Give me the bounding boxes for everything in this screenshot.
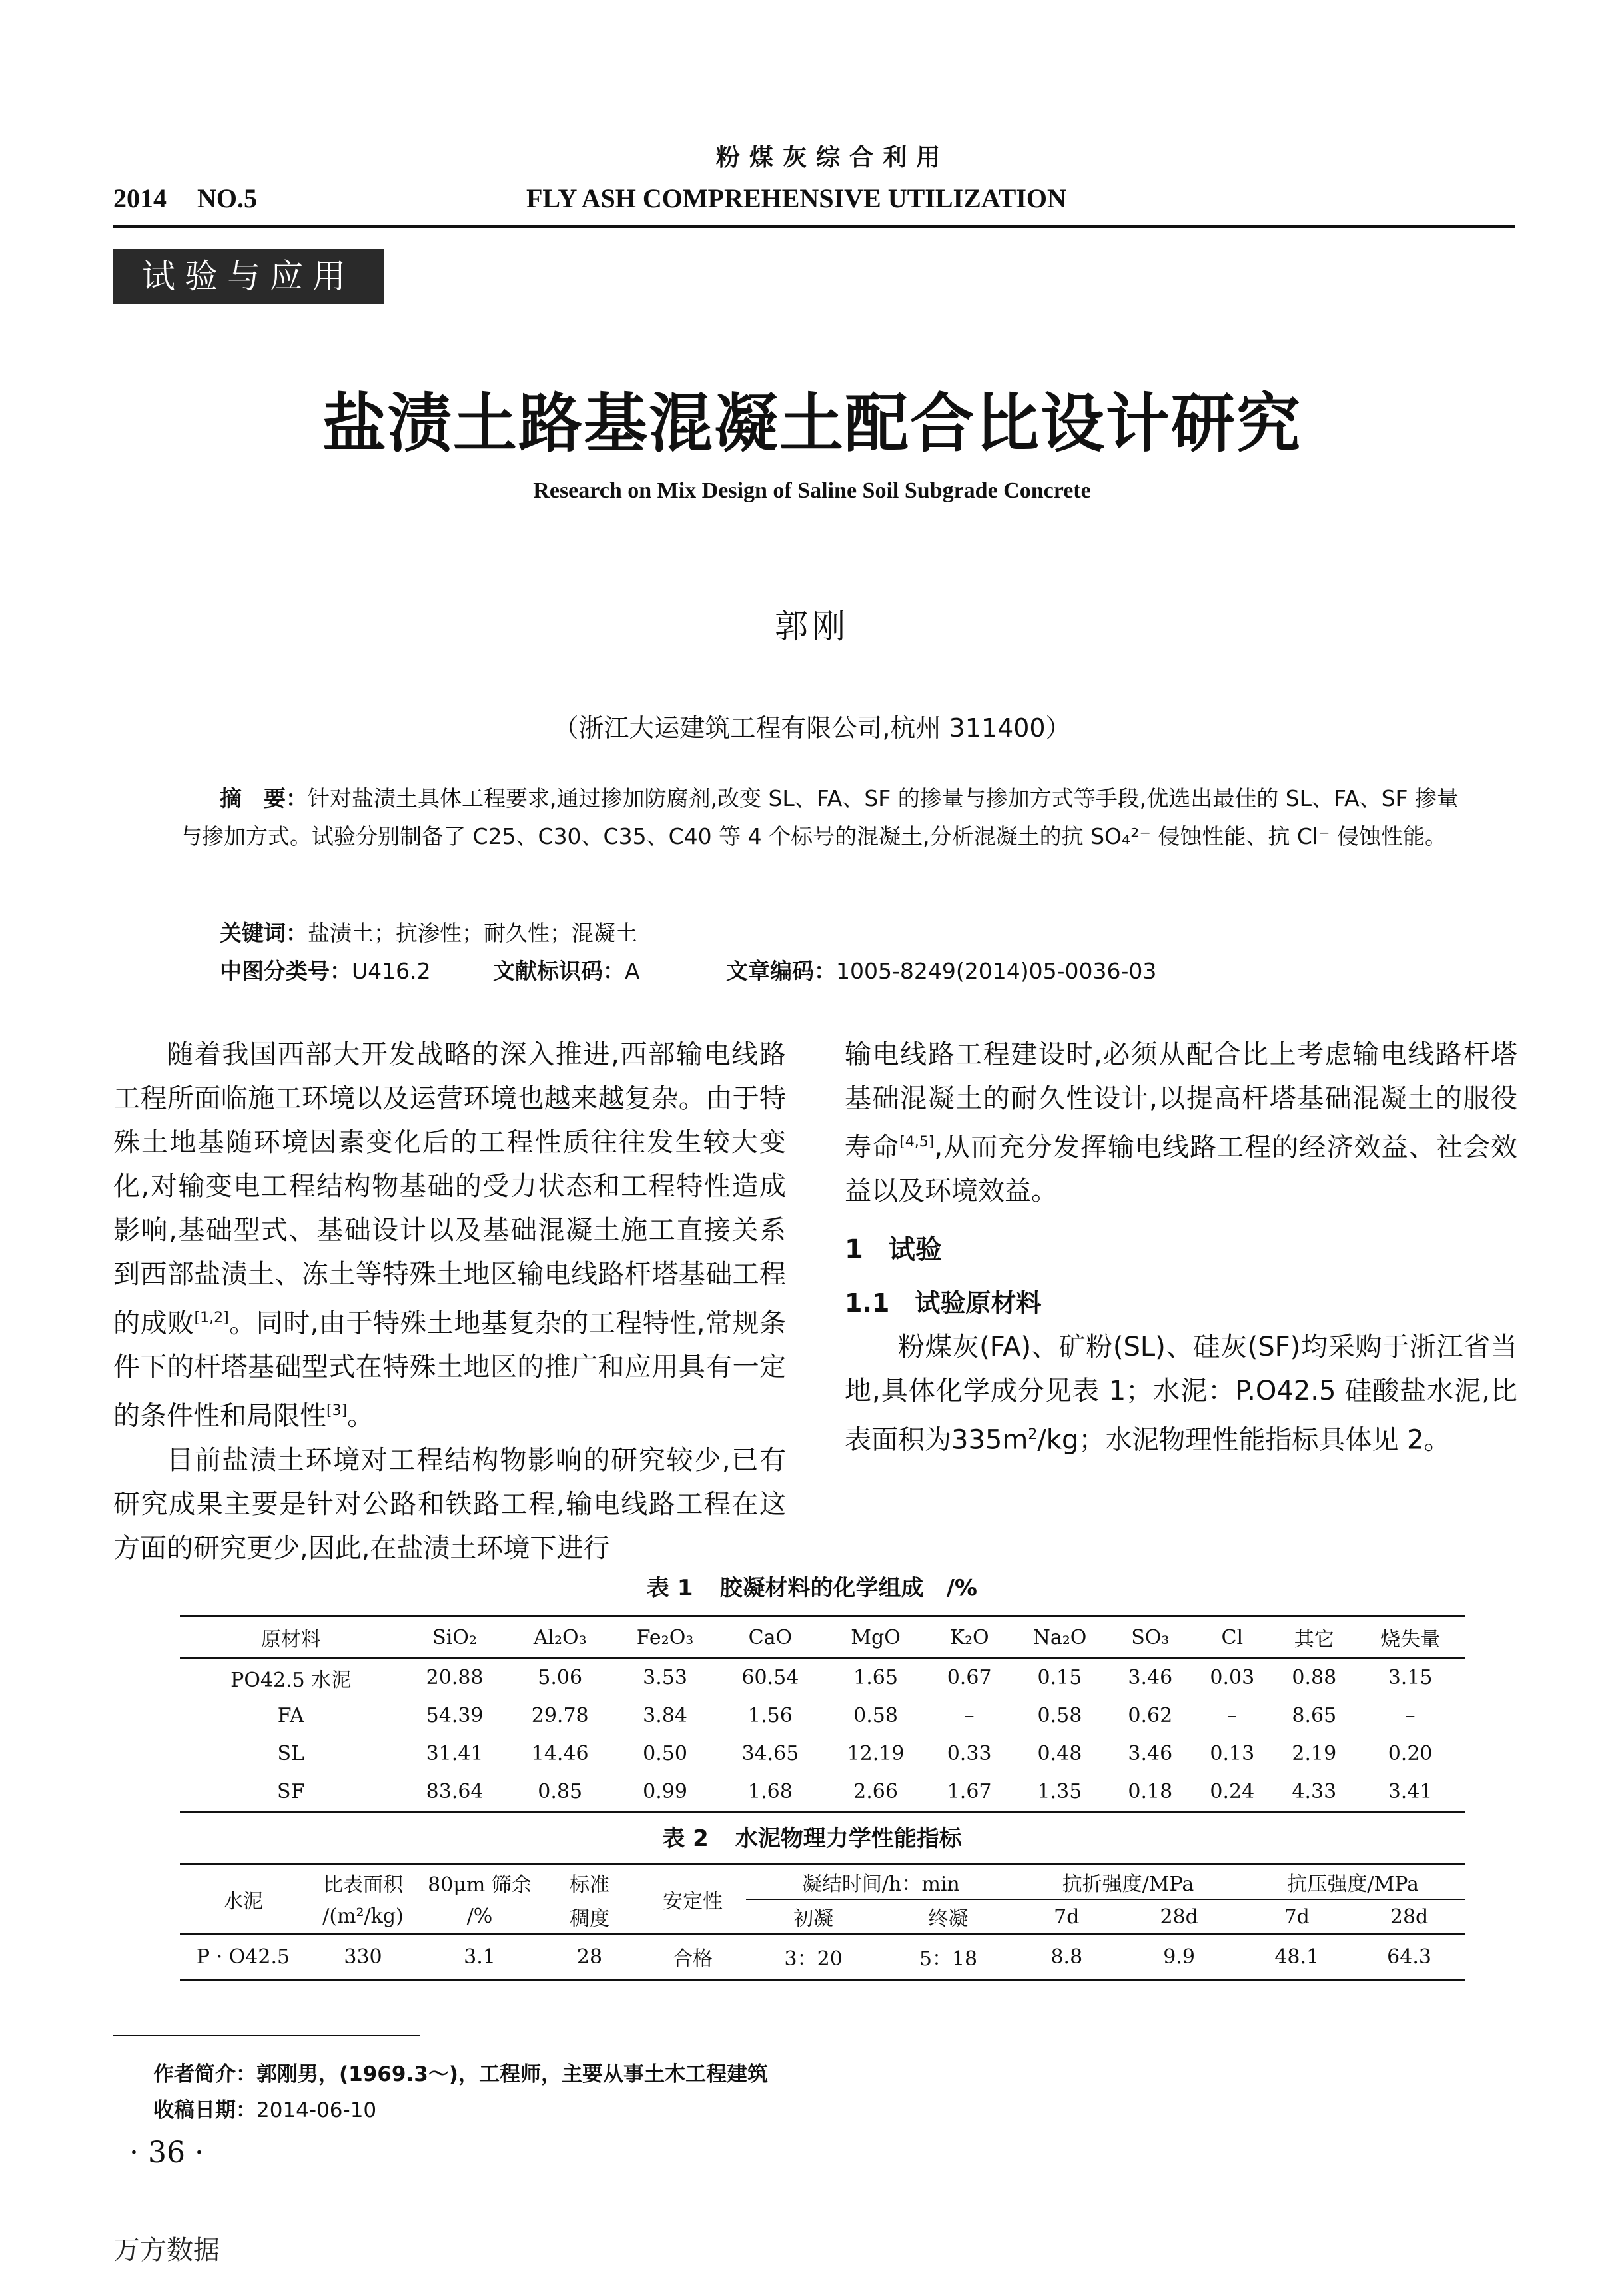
table2-cell: P · O42.5 — [196, 1945, 290, 1969]
table2-cell: 8.8 — [1050, 1945, 1083, 1969]
table1-cell: 1.56 — [748, 1704, 793, 1727]
table1-cell: 3.53 — [643, 1666, 687, 1689]
table1-cell: 3.46 — [1128, 1742, 1173, 1765]
body-paragraph: 目前盐渍土环境对工程结构物影响的研究较少,已有研究成果主要是针对公路和铁路工程,输电线路工程在这方面的研究更少,因此,在盐渍土环境下进行 — [113, 1444, 786, 1564]
table1-cell: 0.18 — [1128, 1780, 1173, 1803]
table1-cell: 2.19 — [1292, 1742, 1337, 1765]
table1-header-row — [180, 1616, 1465, 1658]
table-row — [180, 1697, 1465, 1735]
table2-caption-text: 水泥物理力学性能指标 — [735, 1825, 962, 1852]
keywords — [220, 916, 637, 947]
table1-cell: 12.19 — [847, 1742, 905, 1765]
table2-header-flex-28d: 28d — [1118, 1899, 1240, 1934]
watermark: 万方数据 — [113, 2235, 220, 2266]
table1-label: 表 1 — [647, 1575, 693, 1601]
table1-caption — [0, 1570, 1624, 1602]
table2-header-final: 终凝 — [881, 1899, 1015, 1934]
page-number: · 36 · — [129, 2136, 204, 2170]
issue-number: NO.5 — [197, 183, 257, 213]
table2-header-initial: 初凝 — [746, 1899, 881, 1934]
table1-header-cell: CaO — [717, 1616, 823, 1658]
table1-caption-text: 胶凝材料的化学组成 /% — [719, 1575, 977, 1601]
affiliation: （浙江大运建筑工程有限公司,杭州 311400） — [553, 713, 1071, 743]
issue-year: 2014 — [113, 183, 167, 213]
table1-cell: 2.66 — [853, 1780, 898, 1803]
subsection-heading: 1.1 试验原材料 — [845, 1288, 1042, 1318]
table2-cell: 3.1 — [464, 1945, 496, 1969]
abstract-text: 针对盐渍土具体工程要求,通过掺加防腐剂,改变 SL、FA、SF 的掺量与掺加方式等手段,优选出最佳的 SL、FA、SF 掺量与掺加方式。试验分别制备了 C25、C30、C35、C40 等 4 个标号的混凝土,分析混凝土的抗 SO₄²⁻ 侵蚀性能、抗 Cl⁻ 侵蚀性能。 — [180, 785, 1459, 849]
table-row — [180, 1658, 1465, 1697]
footnote-received: 收稿日期：2014-06-10 — [153, 2098, 377, 2122]
table2-header-soundness: 安定性 — [639, 1864, 746, 1934]
table1-cell: 0.24 — [1210, 1780, 1255, 1803]
table2-header-flexural: 抗折强度/MPa — [1016, 1864, 1241, 1899]
section-heading: 1 试验 — [845, 1234, 942, 1266]
section-tag: 试验与应用 — [113, 249, 384, 304]
table1-cell: 1.68 — [748, 1780, 793, 1803]
article-code-label: 文章编码： — [726, 958, 836, 984]
table2-cell: 48.1 — [1274, 1945, 1320, 1969]
table1-cell: 0.85 — [538, 1780, 583, 1803]
table2-header-cement: 水泥 — [180, 1864, 306, 1934]
article-title-cn: 盐渍土路基混凝土配合比设计研究 — [322, 386, 1302, 461]
clc-label: 中图分类号： — [220, 958, 352, 984]
table2-cell: 28 — [576, 1945, 603, 1969]
table2-header-sieve-unit: /% — [420, 1899, 540, 1934]
table1-cell: SF — [277, 1780, 305, 1803]
table2-cell: 5：18 — [919, 1947, 978, 1971]
table1-cell: 0.62 — [1128, 1704, 1173, 1727]
table2-cell: 64.3 — [1387, 1945, 1431, 1969]
table1-cell: 0.58 — [1037, 1704, 1082, 1727]
author-name: 郭刚 — [775, 607, 849, 646]
keywords-label: 关键词： — [220, 920, 308, 946]
table1-cell: 60.54 — [741, 1666, 799, 1689]
table1-cell: 3.41 — [1388, 1780, 1433, 1803]
table2-cell: 9.9 — [1163, 1945, 1195, 1969]
table1-cell: 0.88 — [1292, 1666, 1337, 1689]
table1-header-cell: Al₂O₃ — [508, 1616, 613, 1658]
table1-cell: 0.20 — [1388, 1742, 1433, 1765]
table1-cell: FA — [277, 1704, 304, 1727]
table2-cell: 合格 — [673, 1947, 713, 1971]
table1-cell: 1.35 — [1037, 1780, 1082, 1803]
table1-cell: 0.03 — [1210, 1666, 1255, 1689]
table2-header-sieve: 80μm 筛余 — [428, 1873, 532, 1897]
table1-header-cell: Na₂O — [1011, 1616, 1110, 1658]
table2-header-consistency: 标准 — [570, 1873, 609, 1897]
table2-header-flex-7d: 7d — [1016, 1899, 1118, 1934]
journal-title-en: FLY ASH COMPREHENSIVE UTILIZATION — [526, 183, 1066, 213]
table1-cell: 29.78 — [531, 1704, 589, 1727]
table1-cell: 0.50 — [643, 1742, 687, 1765]
table2-header-setting: 凝结时间/h：min — [746, 1864, 1016, 1899]
issue-info — [113, 183, 288, 214]
table1-header-cell: SO₃ — [1109, 1616, 1191, 1658]
citation: [3] — [326, 1402, 348, 1420]
body-left-column — [113, 1033, 786, 1570]
table1-cell: 4.33 — [1292, 1780, 1337, 1803]
table1-cell: 0.58 — [853, 1704, 898, 1727]
table1-header-cell: K₂O — [929, 1616, 1011, 1658]
table-row — [180, 1773, 1465, 1812]
body-right-column — [845, 1033, 1517, 1462]
body-paragraph: 随着我国西部大开发战略的深入推进,西部输电线路工程所面临施工环境以及运营环境也越来越复杂。由于特殊土地基随环境因素变化后的工程性质往往发生较大变化,对输变电工程结构物基础的受力状态和工程特性造成影响,基础型式、基础设计以及基础混凝土施工直接关系到西部盐渍土、冻土等特殊土地区输电线路杆塔基础工程的成败[1,2]。同时,由于特殊土地基复杂的工程特性,常规条件下的杆塔基础型式在特殊土地区的推广和应用具有一定的条件性和局限性[3]。 — [113, 1039, 787, 1432]
table2-header-comp-28d: 28d — [1353, 1899, 1465, 1934]
table1-cell: 5.06 — [538, 1666, 583, 1689]
table1-header-cell: 其它 — [1273, 1616, 1355, 1658]
table1-cell: 0.99 — [643, 1780, 687, 1803]
footnote-rule — [113, 2035, 420, 2036]
citation: [1,2] — [194, 1310, 229, 1326]
table1-cell: 0.33 — [947, 1742, 992, 1765]
table2-caption — [0, 1820, 1624, 1853]
body-paragraph: 输电线路工程建设时,必须从配合比上考虑输电线路杆塔基础混凝土的耐久性设计,以提高杆塔基础混凝土的服役寿命[4,5],从而充分发挥输电线路工程的经济效益、社会效益以及环境效益。 — [845, 1039, 1517, 1207]
table1-cell: 34.65 — [741, 1742, 799, 1765]
abstract — [180, 779, 1465, 855]
table1-cell: 31.41 — [426, 1742, 484, 1765]
table1-cell: 0.13 — [1210, 1742, 1255, 1765]
table1-cell: – — [1405, 1704, 1416, 1727]
table1-cell: 3.84 — [643, 1704, 687, 1727]
table1-cell: 1.67 — [947, 1780, 992, 1803]
table1-cell: 14.46 — [531, 1742, 589, 1765]
footnote-author: 作者简介：郭刚男，(1969.3～)，工程师，主要从事土木工程建筑 — [153, 2062, 768, 2086]
abstract-label: 摘 要： — [220, 785, 308, 811]
table2-label: 表 2 — [662, 1825, 709, 1852]
article-code-value: 1005-8249(2014)05-0036-03 — [836, 958, 1157, 984]
table2-cell: 3：20 — [784, 1947, 843, 1971]
table2-cell: 330 — [344, 1945, 382, 1969]
table1-cell: 8.65 — [1292, 1704, 1337, 1727]
journal-title-cn: 粉煤灰综合利用 — [715, 144, 949, 171]
table1-header-cell: Fe₂O₃ — [613, 1616, 718, 1658]
table1-header-cell: MgO — [823, 1616, 928, 1658]
table1-cell: PO42.5 水泥 — [230, 1668, 352, 1692]
classification-line — [220, 954, 1352, 985]
table2 — [180, 1863, 1465, 1981]
keywords-text: 盐渍土；抗渗性；耐久性；混凝土 — [308, 920, 637, 946]
table1-cell: 0.15 — [1037, 1666, 1082, 1689]
table1-cell: 54.39 — [426, 1704, 484, 1727]
table1 — [180, 1615, 1465, 1813]
table1-cell: 3.46 — [1128, 1666, 1173, 1689]
doc-code-value: A — [625, 958, 640, 984]
table2-header-compressive: 抗压强度/MPa — [1240, 1864, 1465, 1899]
table1-cell: 0.48 — [1037, 1742, 1082, 1765]
table2-header-consistency-2: 稠度 — [540, 1899, 639, 1934]
table-row — [180, 1934, 1465, 1980]
header-rule — [113, 225, 1515, 228]
table1-cell: 20.88 — [426, 1666, 484, 1689]
table1-cell: SL — [277, 1742, 304, 1765]
table2-header-area-unit: /(m²/kg) — [306, 1899, 420, 1934]
table1-header-cell: 原材料 — [180, 1616, 402, 1658]
table2-header-area: 比表面积 — [323, 1873, 403, 1897]
doc-code-label: 文献标识码： — [493, 958, 625, 984]
table2-header-comp-7d: 7d — [1240, 1899, 1353, 1934]
table1-cell: 3.15 — [1388, 1666, 1433, 1689]
citation: [4,5] — [899, 1134, 935, 1150]
table1-cell: 0.67 — [947, 1666, 992, 1689]
article-title-en: Research on Mix Design of Saline Soil Subgrade Concrete — [533, 478, 1091, 503]
body-paragraph: 粉煤灰(FA)、矿粉(SL)、硅灰(SF)均采购于浙江省当地,具体化学成分见表 1；水泥：P.O42.5 硅酸盐水泥,比表面积为$335m^2/kg$；水泥物理性能指标具体见 2。 — [845, 1332, 1517, 1456]
table1-header-cell: SiO₂ — [402, 1616, 507, 1658]
table1-cell: – — [1227, 1704, 1238, 1727]
table1-cell: – — [964, 1704, 975, 1727]
table1-cell: 1.65 — [853, 1666, 898, 1689]
table1-header-cell: 烧失量 — [1355, 1616, 1465, 1658]
table1-header-cell: Cl — [1191, 1616, 1273, 1658]
table1-cell: 83.64 — [426, 1780, 484, 1803]
clc-value: U416.2 — [352, 958, 431, 984]
table-row — [180, 1735, 1465, 1773]
